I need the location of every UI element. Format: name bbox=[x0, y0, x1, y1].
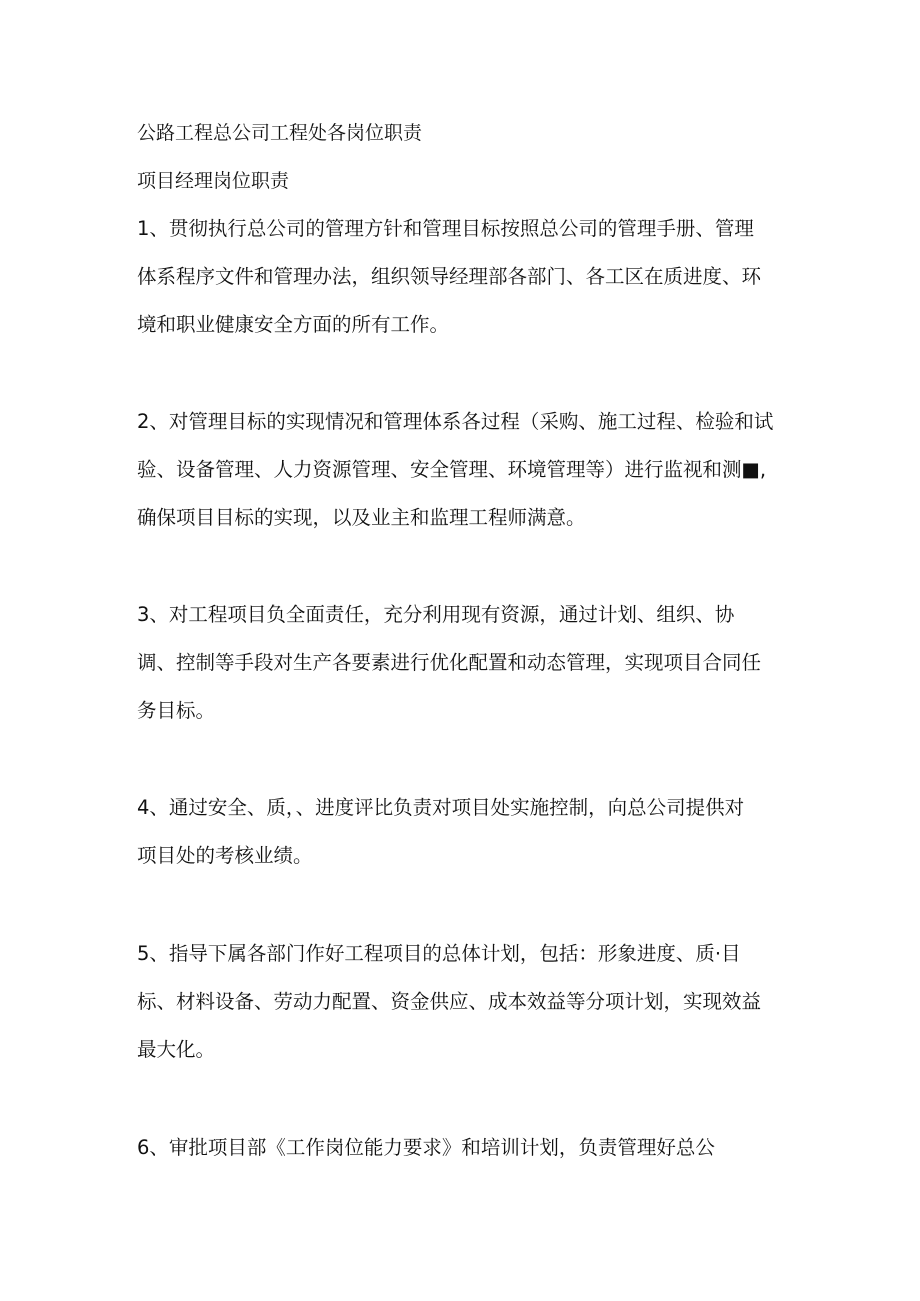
paragraph-line: 4、通过安全、质，、进度评比负责对项目处实施控制，向总公司提供对 bbox=[137, 796, 745, 819]
duty-item-2 bbox=[137, 407, 797, 551]
duty-item-3 bbox=[137, 600, 797, 744]
paragraph-line: 2、对管理目标的实现情况和管理体系各过程（采购、施工过程、检验和试 bbox=[137, 410, 774, 433]
paragraph-line: 1、贯彻执行总公司的管理方针和管理目标按照总公司的管理手册、管理 bbox=[137, 217, 754, 240]
paragraph-line: 3、对工程项目负全面责任，充分利用现有资源，通过计划、组织、协 bbox=[137, 603, 735, 626]
duty-item-6 bbox=[137, 1133, 797, 1181]
paragraph-line: 5、指导下属各部门作好工程项目的总体计划，包括：形象进度、质·目 bbox=[137, 942, 741, 965]
paragraph-line: 验、设备管理、人力资源管理、安全管理、环境管理等）进行监视和测■, bbox=[137, 458, 767, 481]
section-heading: 项目经理岗位职责 bbox=[137, 170, 290, 192]
paragraph-line: 确保项目目标的实现，以及业主和监理工程师满意。 bbox=[137, 506, 586, 529]
paragraph-line: 项目处的考核业绩。 bbox=[137, 844, 313, 867]
duty-item-5 bbox=[137, 939, 797, 1083]
paragraph-line: 最大化。 bbox=[137, 1038, 216, 1061]
document-title: 公路工程总公司工程处各岗位职责 bbox=[137, 122, 423, 144]
paragraph-line: 6、审批项目部《工作岗位能力要求》和培训计划，负责管理好总公 bbox=[137, 1136, 715, 1159]
duty-item-1 bbox=[137, 214, 797, 358]
paragraph-line: 调、控制等手段对生产各要素进行优化配置和动态管理，实现项目合同任 bbox=[137, 651, 762, 674]
paragraph-line: 务目标。 bbox=[137, 699, 216, 722]
paragraph-line: 标、材料设备、劳动力配置、资金供应、成本效益等分项计划，实现效益 bbox=[137, 990, 762, 1013]
paragraph-line: 体系程序文件和管理办法，组织领导经理部各部门、各工区在质进度、环 bbox=[137, 265, 762, 288]
paragraph-line: 境和职业健康安全方面的所有工作。 bbox=[137, 313, 450, 336]
duty-item-4 bbox=[137, 793, 797, 889]
